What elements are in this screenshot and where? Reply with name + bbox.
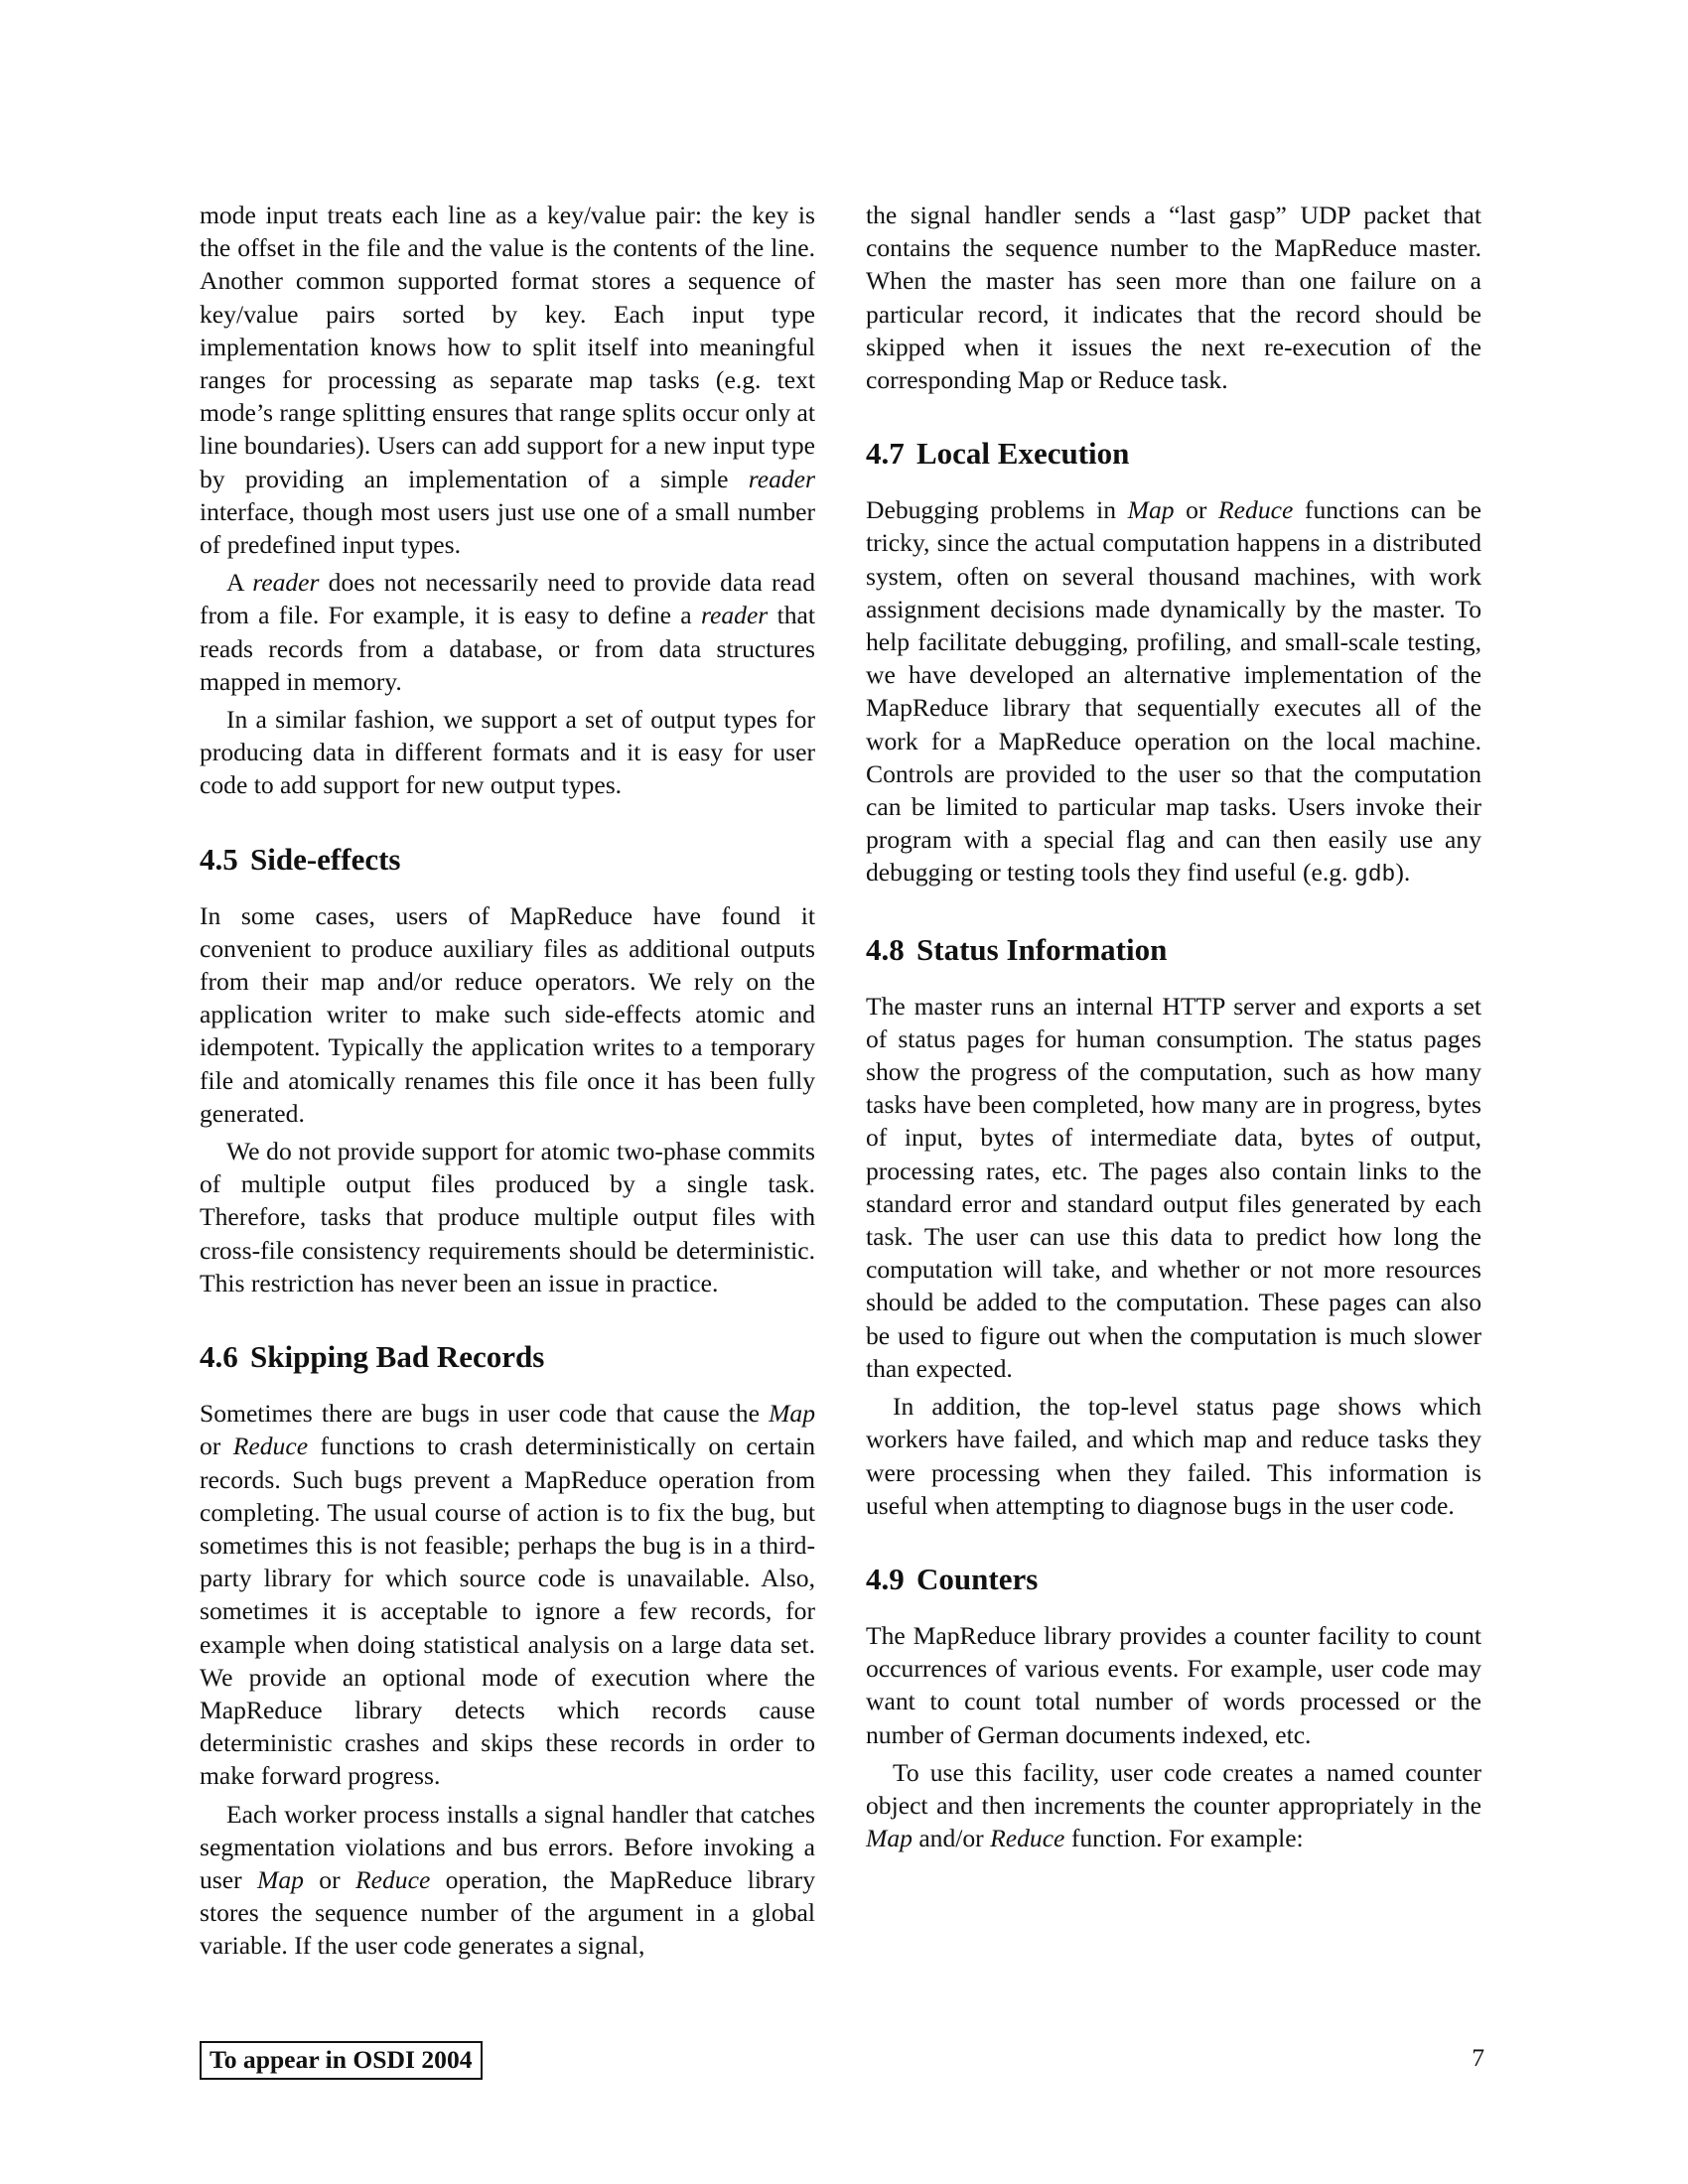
section-heading-status-information bbox=[866, 930, 1481, 970]
paragraph-counters-1: The MapReduce library provides a counter facility to count occurrences of various events. For example, user code may want to count total number of words processed or the number of German documents indexed, etc. bbox=[866, 1620, 1481, 1749]
paragraph-skipping-1: Sometimes there are bugs in user code that cause the Map or Reduce functions to crash deterministically on certain records. Such bugs prevent a MapReduce operation from completing. The usual course of action is to fix the bug, but sometimes this is not feasible; perhaps the bug is in a third-party library for which source code is unavailable. Also, sometimes it is acceptable to ignore a few records, for example when doing statistical analysis on a large data set. We provide an optional mode of execution where the MapReduce library detects which records cause deterministic crashes and skips these records in order to make forward progress. bbox=[200, 1399, 815, 1791]
paragraph-skipping-continued: the signal handler sends a “last gasp” UDP packet that contains the sequence number to the MapReduce master. When the master has seen more than one failure on a particular record, it indicates that the record should be skipped when it issues the next re-execution of the corresponding Map or Reduce task. bbox=[866, 201, 1481, 395]
paragraph-local-execution: Debugging problems in Map or Reduce functions can be tricky, since the actual computation happens in a distributed system, often on several thousand machines, with work assignment decisions made dynamically by the master. To help facilitate debugging, profiling, and small-scale testing, we have developed an alternative implementation of the MapReduce library that sequentially executes all of the work for a MapReduce operation on the local machine. Controls are provided to the user so that the computation can be limited to particular map tasks. Users invoke their program with a special flag and can then easily use any debugging or testing tools they find useful (e.g. gdb). bbox=[866, 495, 1481, 888]
paragraph-input-types: mode input treats each line as a key/value pair: the key is the offset in the file and the value is the contents of the line. Another common supported format stores a sequence of key/value pairs sorted by key. Each input type implementation knows how to split itself into meaningful ranges for processing as separate map tasks (e.g. text mode’s range splitting ensures that range splits occur only at line boundaries). Users can add support for a new input type by providing an implementation of a simple reader interface, though most users just use one of a small number of predefined input types. bbox=[200, 201, 815, 560]
right-column bbox=[866, 199, 1481, 1854]
paragraph-output-types: In a similar fashion, we support a set of output types for producing data in different formats and it is easy for user code to add support for new output types. bbox=[200, 705, 815, 800]
section-heading-side-effects bbox=[200, 840, 815, 880]
paragraph-side-effects-1: In some cases, users of MapReduce have found it convenient to produce auxiliary files as additional outputs from their map and/or reduce operators. We rely on the application writer to make such side-effects atomic and idempotent. Typically the application writes to a temporary file and atomically renames this file once it has been fully generated. bbox=[200, 900, 815, 1128]
section-title: Local Execution bbox=[916, 436, 1130, 472]
inline-code: gdb bbox=[1353, 862, 1396, 888]
paragraph-status-1: The master runs an internal HTTP server and exports a set of status pages for human consumption. The status pages show the progress of the computation, such as how many tasks have been completed, how many are in progress, bytes of input, bytes of intermediate data, bytes of output, processing rates, etc. The pages also contain links to the standard error and standard output files generated by each task. The user can use this data to predict how long the computation will take, and whether or not more resources should be added to the computation. These pages can also be used to figure out when the computation is much slower than expected. bbox=[866, 991, 1481, 1383]
paragraph-skipping-2: Each worker process installs a signal handler that catches segmentation violations and bus errors. Before invoking a user Map or Reduce operation, the MapReduce library stores the sequence number of the argument in a global variable. If the user code generates a signal, bbox=[200, 1799, 815, 1961]
paragraph-status-2: In addition, the top-level status page shows which workers have failed, and which map and reduce tasks they were processing when they failed. This information is useful when attempting to diagnose bugs in the user code. bbox=[866, 1392, 1481, 1520]
section-number: 4.6 bbox=[200, 1339, 238, 1375]
section-heading-local-execution bbox=[866, 434, 1481, 474]
section-number: 4.7 bbox=[866, 436, 905, 472]
paragraph-counters-2: To use this facility, user code creates a named counter object and then increments the counter appropriately in the Map and/or Reduce function. For example: bbox=[866, 1757, 1481, 1853]
page-number: 7 bbox=[1472, 2043, 1484, 2072]
section-heading-skipping-bad-records bbox=[200, 1337, 815, 1377]
left-column bbox=[200, 199, 815, 1963]
footer-venue-box: To appear in OSDI 2004 bbox=[200, 2041, 483, 2080]
paragraph-side-effects-2: We do not provide support for atomic two-phase commits of multiple output files produced by a single task. Therefore, tasks that produce multiple output files with cross-file consistency requirements should be deterministic. This restriction has never been an issue in practice. bbox=[200, 1137, 815, 1297]
section-title: Counters bbox=[916, 1561, 1039, 1596]
paragraph-reader: A reader does not necessarily need to provide data read from a file. For example, it is easy to define a reader that reads records from a database, or from data structures mapped in memory. bbox=[200, 568, 815, 696]
section-number: 4.8 bbox=[866, 931, 905, 967]
section-heading-counters bbox=[866, 1560, 1481, 1599]
section-title: Side-effects bbox=[250, 841, 401, 877]
section-title: Skipping Bad Records bbox=[250, 1339, 545, 1375]
section-number: 4.9 bbox=[866, 1561, 905, 1596]
section-number: 4.5 bbox=[200, 841, 238, 877]
section-title: Status Information bbox=[916, 931, 1168, 967]
